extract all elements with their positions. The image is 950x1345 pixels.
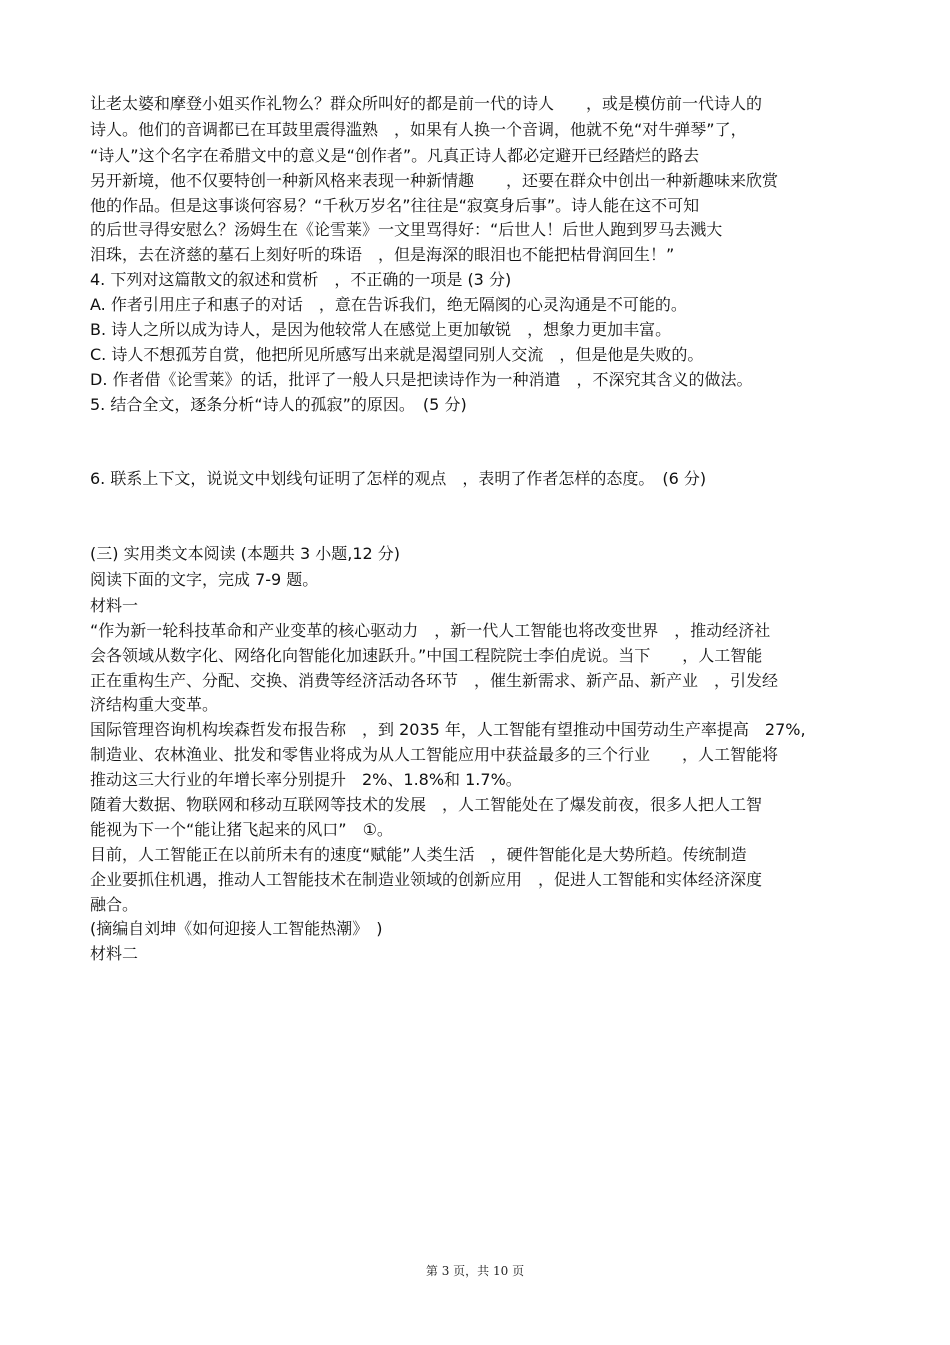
- question-6: 6. 联系上下文，说说文中划线句证明了怎样的观点 ，表明了作者怎样的态度。 (6 分): [90, 469, 707, 488]
- passage-line: 让老太婆和摩登小姐买作礼物么？群众所叫好的都是前一代的诗人 ，或是模仿前一代诗人的: [90, 94, 763, 113]
- section-3-heading: (三) 实用类文本阅读 (本题共 3 小题,12 分): [90, 544, 401, 563]
- passage-line: “诗人”这个名字在希腊文中的意义是“创作者”。凡真正诗人都必定避开已经踏烂的路去: [90, 146, 700, 165]
- material-1-line: 正在重构生产、分配、交换、消费等经济活动各环节 ，催生新需求、新产品、新产业 ，引发经: [90, 671, 779, 690]
- material-1-line: 融合。: [90, 895, 139, 914]
- question-4-option-a: A. 作者引用庄子和惠子的对话 ，意在告诉我们，绝无隔阂的心灵沟通是不可能的。: [90, 295, 687, 314]
- question-4-stem: 4. 下列对这篇散文的叙述和赏析 ，不正确的一项是 (3 分): [90, 270, 512, 289]
- material-1-line: “作为新一轮科技革命和产业变革的核心驱动力 ，新一代人工智能也将改变世界 ，推动经济社: [90, 621, 771, 640]
- material-1-line: 制造业、农林渔业、批发和零售业将成为从人工智能应用中获益最多的三个行业 ，人工智能将: [90, 745, 779, 764]
- material-1-title: 材料一: [90, 596, 139, 615]
- question-4-option-b: B. 诗人之所以成为诗人，是因为他较常人在感觉上更加敏锐 ，想象力更加丰富。: [90, 320, 672, 339]
- material-1-line: 随着大数据、物联网和移动互联网等技术的发展 ，人工智能处在了爆发前夜，很多人把人工智: [90, 795, 763, 814]
- material-1-line: 推动这三大行业的年增长率分别提升 2%、1.8%和 1.7%。: [90, 770, 522, 789]
- material-1-line: 企业要抓住机遇，推动人工智能技术在制造业领域的创新应用 ，促进人工智能和实体经济深度: [90, 870, 763, 889]
- question-5: 5. 结合全文，逐条分析“诗人的孤寂”的原因。 (5 分): [90, 395, 467, 414]
- passage-line: 另开新境，他不仅要特创一种新风格来表现一种新情趣 ，还要在群众中创出一种新趣味来欣赏: [90, 171, 779, 190]
- passage-line: 他的作品。但是这事谈何容易？“千秋万岁名”往往是“寂寞身后事”。诗人能在这不可知: [90, 196, 700, 215]
- material-1-line: 目前，人工智能正在以前所未有的速度“赋能”人类生活 ，硬件智能化是大势所趋。传统制造: [90, 845, 747, 864]
- material-1-line: 国际管理咨询机构埃森哲发布报告称 ，到 2035 年，人工智能有望推动中国劳动生产率提高 27%,: [90, 720, 806, 739]
- question-4-option-c: C. 诗人不想孤芳自赏，他把所见所感写出来就是渴望同别人交流 ，但是他是失败的。: [90, 345, 704, 364]
- passage-line: 的后世寻得安慰么？汤姆生在《论雪莱》一文里骂得好：“后世人！后世人跑到罗马去溅大: [90, 220, 723, 239]
- passage-line: 泪珠，去在济慈的墓石上刻好听的珠语 ，但是海深的眼泪也不能把枯骨润回生！”: [90, 245, 675, 264]
- page-number-footer: 第 3 页，共 10 页: [425, 1264, 525, 1278]
- question-4-option-d: D. 作者借《论雪莱》的话，批评了一般人只是把读诗作为一种消遣 ，不深究其含义的做法。: [90, 370, 753, 389]
- material-1-line: 济结构重大变革。: [90, 695, 219, 714]
- material-2-title: 材料二: [90, 944, 139, 963]
- material-1-line: 会各领域从数字化、网络化向智能化加速跃升。”中国工程院院士李伯虎说。当下 ，人工智能: [90, 646, 763, 665]
- material-1-source: (摘编自刘坤《如何迎接人工智能热潮》 ): [90, 919, 383, 938]
- section-3-instruction: 阅读下面的文字，完成 7-9 题。: [90, 570, 319, 589]
- passage-line: 诗人。他们的音调都已在耳鼓里震得滥熟 ，如果有人换一个音调，他就不免“对牛弹琴”了，: [90, 120, 747, 139]
- material-1-line: 能视为下一个“能让猪飞起来的风口” ①。: [90, 820, 393, 839]
